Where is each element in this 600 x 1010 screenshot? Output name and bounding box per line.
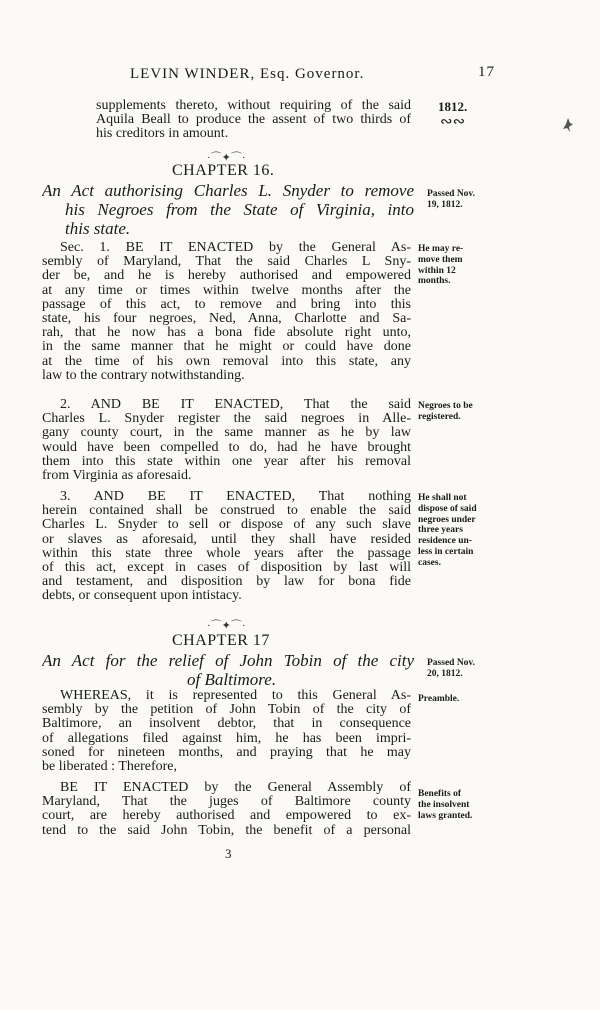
side-note-line: residence un-	[418, 536, 472, 547]
text-line: court, are hereby authorised and empowered to ex-	[42, 809, 411, 824]
text-line: rah, that he now has a bona fide absolute right unto,	[42, 326, 411, 341]
text-line: at the time of his own removal into this state, any	[42, 354, 411, 369]
text-line: would have been compelled to do, had he have brought	[42, 440, 411, 455]
text-line: of this act, except in cases of disposition by last will	[42, 560, 411, 575]
side-note-line: negroes under	[418, 514, 476, 525]
chapter-17-heading: CHAPTER 17	[172, 632, 270, 649]
margin-flourish: ∾∾	[440, 114, 466, 130]
page-number: 17	[478, 64, 495, 80]
text-line: sembly by the petition of John Tobin of the city of	[42, 703, 411, 718]
side-note-line: registered.	[418, 411, 461, 422]
side-note-1	[418, 244, 463, 287]
text-line: at any time or times within twelve months after the	[42, 283, 411, 298]
side-note-line: months.	[418, 276, 451, 287]
signature-mark: 3	[225, 846, 232, 861]
title-line: of Baltimore.	[187, 670, 277, 689]
side-note-line: dispose of said	[418, 503, 477, 514]
chapter-17-title	[42, 651, 414, 689]
passed-date: 19, 1812.	[427, 199, 463, 210]
text-line: or slaves as aforesaid, until they shall have resided	[42, 532, 411, 547]
text-line: 3. AND BE IT ENACTED, That nothing	[60, 490, 411, 504]
text-line: gany county court, in the same manner as he by law	[42, 426, 411, 441]
section-3	[42, 490, 411, 604]
title-line: this state.	[65, 219, 131, 238]
text-line: tend to the said John Tobin, the benefit of a personal	[42, 823, 411, 838]
side-note-3	[418, 493, 477, 569]
text-line: WHEREAS, it is represented to this General As-	[60, 689, 411, 703]
side-note-line: the insolvent	[418, 799, 470, 810]
text-line: Charles L. Snyder register the said negroes in Alle-	[42, 412, 411, 427]
text-line: Baltimore, an insolvent debtor, that in consequence	[42, 717, 411, 732]
text-line: state, his four negroes, Ned, Anna, Charlotte and Sa-	[42, 311, 411, 326]
side-note-line: less in certain	[418, 546, 474, 557]
running-title: LEVIN WINDER, Esq. Governor.	[130, 66, 365, 82]
side-note-enacting	[418, 789, 472, 821]
chapter-16-passed-note	[427, 189, 475, 211]
chapter-ornament: ·⌒✦⌒·	[207, 152, 246, 164]
text-line: Sec. 1. BE IT ENACTED by the General As-	[60, 241, 411, 255]
side-note-line: within 12	[418, 265, 456, 276]
text-line: supplements thereto, without requiring of the said	[96, 99, 411, 113]
text-line: debts, or consequent upon intistacy.	[42, 589, 242, 604]
chapter-16-title	[42, 181, 414, 238]
text-line: in the same manner that he might or could have done	[42, 340, 411, 355]
side-note-line: Preamble.	[418, 694, 460, 704]
text-line: Maryland, That the juges of Baltimore county	[42, 795, 411, 810]
text-line: 2. AND BE IT ENACTED, That the said	[60, 398, 411, 412]
ink-blot-mark	[563, 118, 573, 132]
side-note-preamble	[418, 694, 459, 705]
chapter-ornament: ·⌒✦⌒·	[207, 620, 246, 632]
section-2	[42, 398, 411, 483]
text-line: Charles L. Snyder to sell or dispose of any such slave	[42, 518, 411, 533]
text-line: BE IT ENACTED by the General Assembly of	[60, 781, 411, 795]
enacting-clause	[42, 781, 411, 838]
side-note-line: move them	[418, 254, 463, 265]
side-note-line: Benefits of	[418, 789, 462, 799]
margin-year: 1812.	[438, 99, 468, 114]
text-line: sembly of Maryland, That the said Charles L Sny-	[42, 255, 411, 270]
chapter-17-passed-note	[427, 658, 475, 680]
intro-paragraph	[96, 99, 411, 142]
chapter-16-heading: CHAPTER 16.	[172, 162, 275, 179]
text-line: der be, and he is hereby authorised and empowered	[42, 269, 411, 284]
text-line: within this state three whole years after the passage	[42, 546, 411, 561]
side-note-line: Negroes to be	[418, 401, 473, 411]
passed-date: Passed Nov.	[427, 189, 476, 199]
side-note-line: three years	[418, 525, 463, 536]
text-line: of allegations filed against him, he has been impri-	[42, 731, 411, 746]
text-line: from Virginia as aforesaid.	[42, 468, 192, 483]
side-note-2	[418, 401, 473, 423]
passed-date: Passed Nov.	[427, 658, 476, 668]
preamble	[42, 689, 411, 774]
text-line: soned for nineteen months, and praying that he may	[42, 745, 411, 760]
side-note-line: cases.	[418, 557, 441, 568]
text-line: passage of this act, to remove and bring into this	[42, 297, 411, 312]
side-note-line: He shall not	[418, 493, 467, 503]
passed-date: 20, 1812.	[427, 668, 463, 679]
text-line: and testament, and disposition by law for bona fide	[42, 575, 411, 590]
text-line: be liberated : Therefore,	[42, 759, 178, 774]
side-note-line: He may re-	[418, 244, 464, 254]
text-line: Aquila Beall to produce the assent of two thirds of	[96, 113, 411, 128]
title-line: his Negroes from the State of Virginia, into	[65, 200, 414, 219]
text-line: them into this state within one year after his removal	[42, 454, 411, 469]
title-line: An Act for the relief of John Tobin of the city	[42, 651, 414, 670]
text-line: his creditors in amount.	[96, 127, 229, 142]
side-note-line: laws granted.	[418, 810, 473, 821]
section-1	[42, 241, 411, 383]
title-line: An Act authorising Charles L. Snyder to remove	[42, 181, 414, 200]
text-line: law to the contrary notwithstanding.	[42, 368, 245, 383]
text-line: herein contained shall be construed to enable the said	[42, 504, 411, 519]
